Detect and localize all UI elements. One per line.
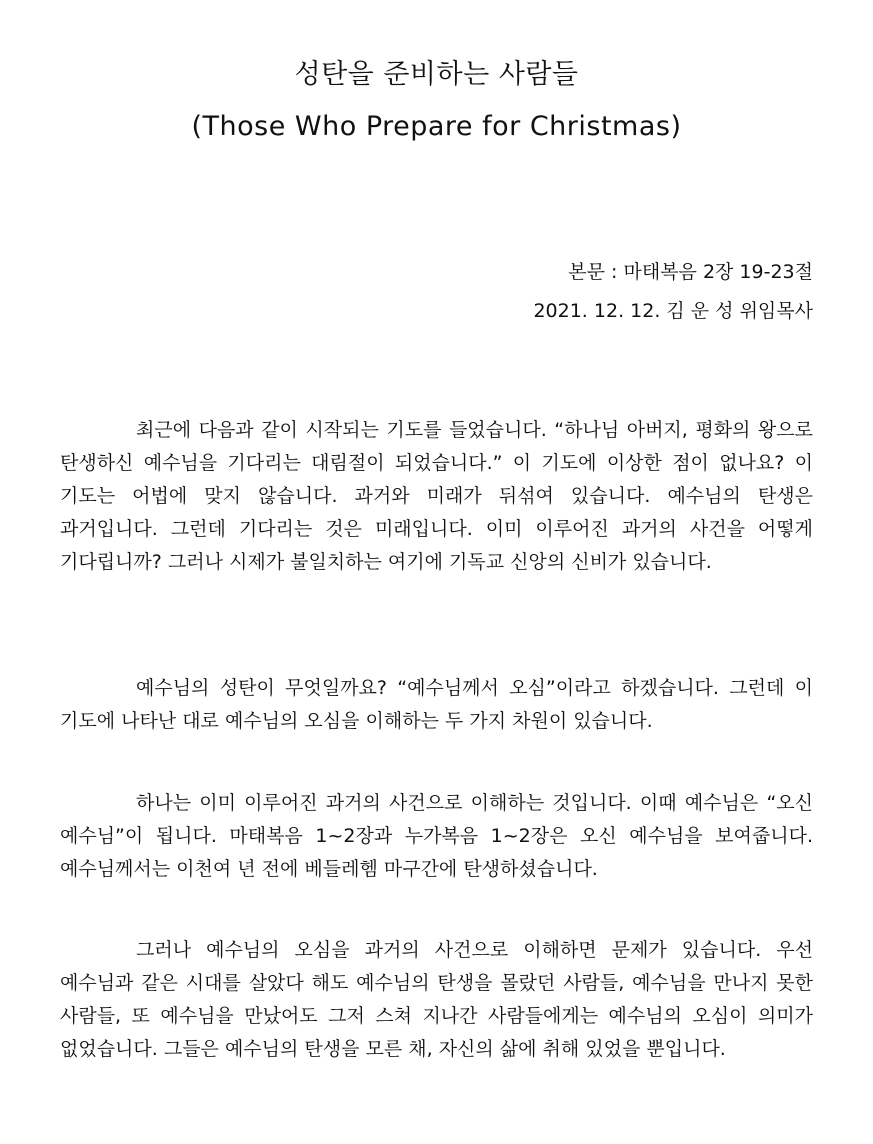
title-english: (Those Who Prepare for Christmas) xyxy=(191,111,682,142)
body-paragraph: 그러나 예수님의 오심을 과거의 사건으로 이해하면 문제가 있습니다. 우선 예수님과 같은 시대를 살았다 해도 예수님의 탄생을 몰랐던 사람들, 예수님을 만나지 못한 사람들, 또 예수님을 만났어도 그저 스쳐 지나간 사람들에게는 예수님의 오심이 의미가 없었습니다. 그들은 예수님의 탄생을 모른 채, 자신의 삶에 취해 있었을 뿐입니다. xyxy=(60,939,813,1060)
scripture-reference: 본문 : 마태복음 2장 19-23절 xyxy=(568,261,813,283)
title-korean: 성탄을 준비하는 사람들 xyxy=(294,59,579,90)
body-paragraph: 최근에 다음과 같이 시작되는 기도를 들었습니다. “하나님 아버지, 평화의 왕으로 탄생하신 예수님을 기다리는 대림절이 되었습니다.” 이 기도에 이상한 점이 없나요? 이 기도는 어법에 맞지 않습니다. 과거와 미래가 뒤섞여 있습니다. 예수님의 탄생은 과거입니다. 그런데 기다리는 것은 미래입니다. 이미 이루어진 과거의 사건을 어떻게 기다립니까? 그러나 시제가 불일치하는 여기에 기독교 신앙의 신비가 있습니다. xyxy=(60,419,813,573)
date-and-preacher: 2021. 12. 12. 김 운 성 위임목사 xyxy=(533,300,813,322)
body-paragraph: 하나는 이미 이루어진 과거의 사건으로 이해하는 것입니다. 이때 예수님은 “오신 예수님”이 됩니다. 마태복음 1~2장과 누가복음 1~2장은 오신 예수님을 보여줍니다. 예수님께서는 이천여 년 전에 베들레헴 마구간에 탄생하셨습니다. xyxy=(60,792,813,880)
body-paragraph: 예수님의 성탄이 무엇일까요? “예수님께서 오심”이라고 하겠습니다. 그런데 이 기도에 나타난 대로 예수님의 오심을 이해하는 두 가지 차원이 있습니다. xyxy=(60,677,813,732)
